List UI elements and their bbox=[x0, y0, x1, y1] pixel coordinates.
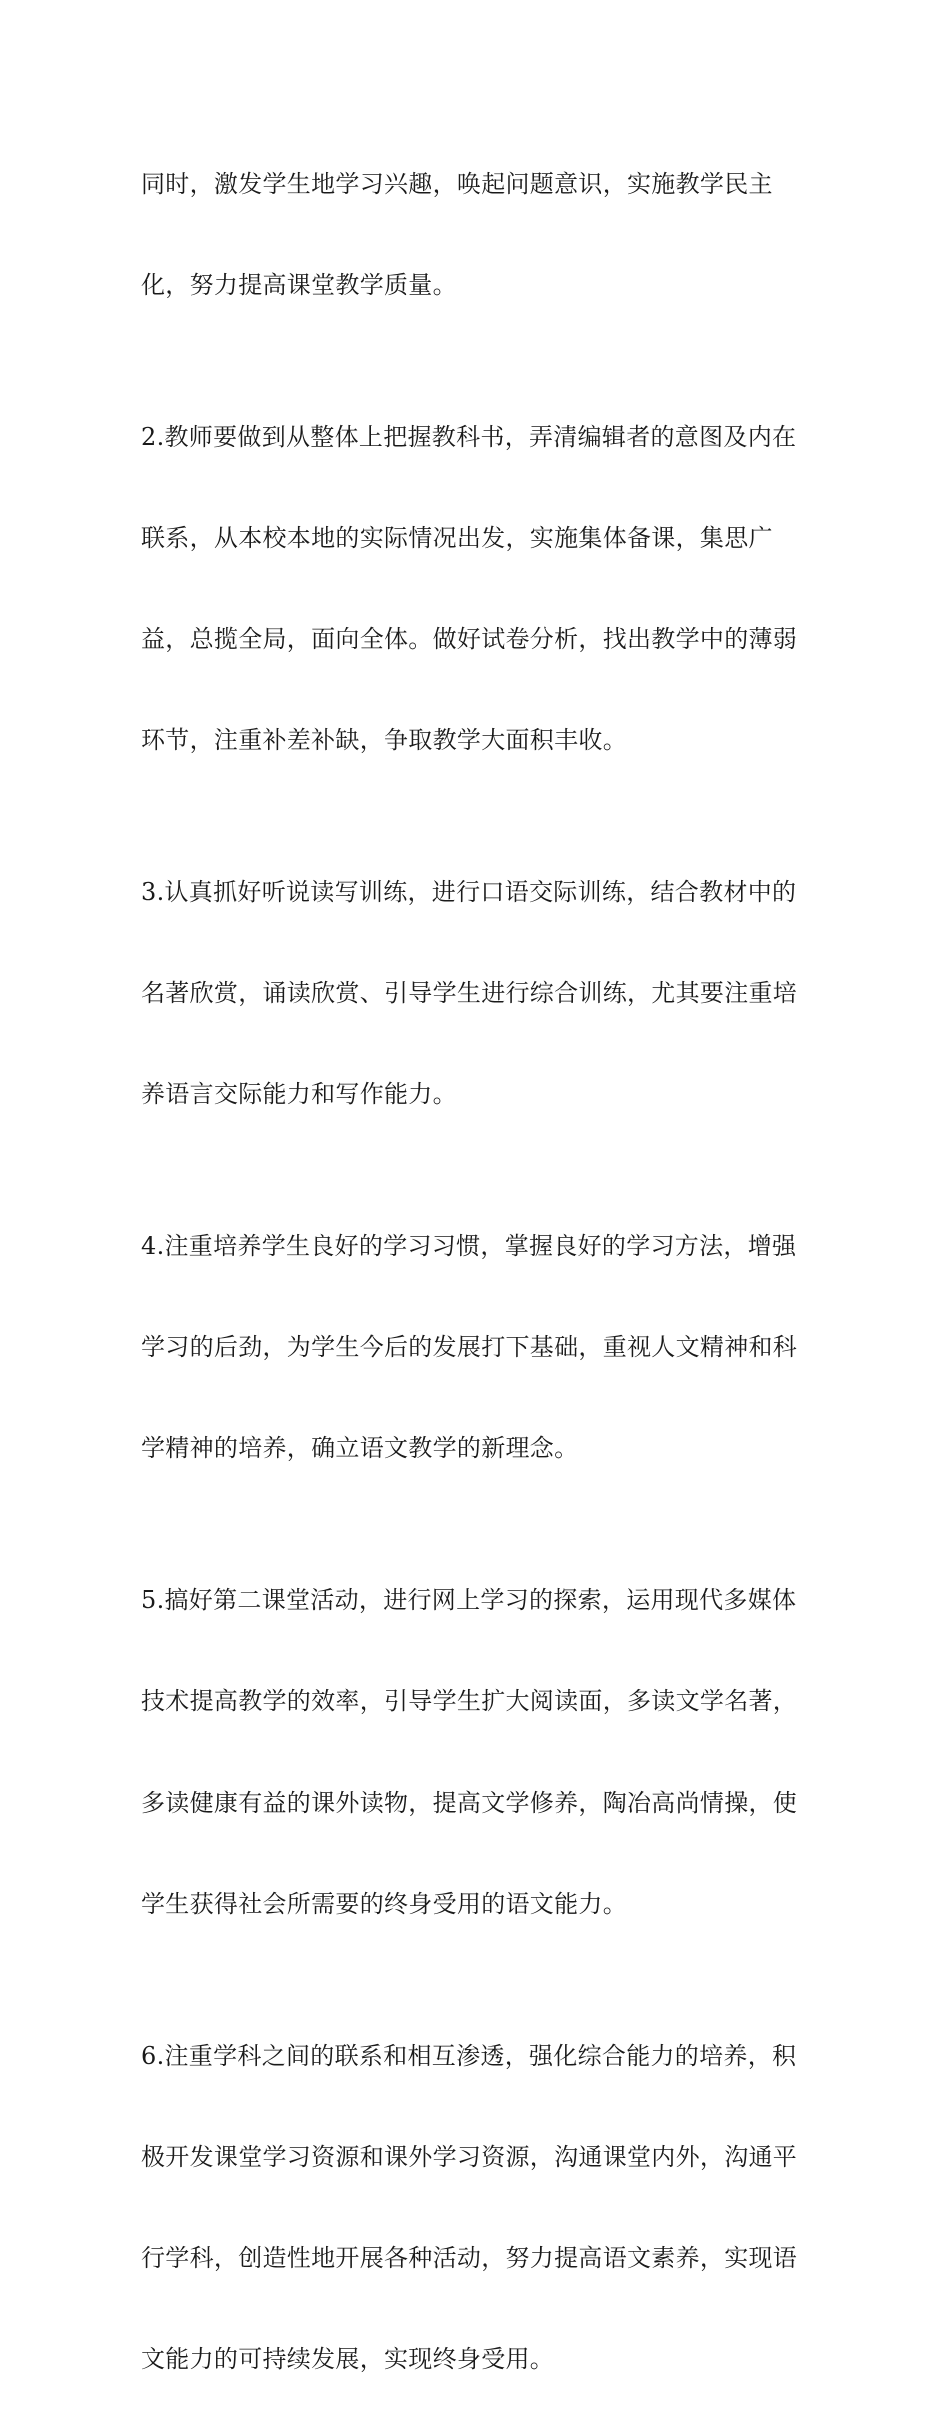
text-line: 环节，注重补差补缺，争取教学大面积丰收。 bbox=[141, 726, 627, 755]
text-line: 3.认真抓好听说读写训练，进行口语交际训练，结合教材中的 bbox=[141, 877, 797, 906]
text-line: 极开发课堂学习资源和课外学习资源，沟通课堂内外，沟通平 bbox=[141, 2142, 798, 2171]
text-line: 4.注重培养学生良好的学习习惯，掌握良好的学习方法，增强 bbox=[141, 1232, 797, 1261]
text-line: 技术提高教学的效率，引导学生扩大阅读面，多读文学名著， bbox=[141, 1687, 798, 1716]
text-line: 文能力的可持续发展，实现终身受用。 bbox=[141, 2345, 555, 2374]
document-body bbox=[141, 108, 813, 2435]
text-line: 化，努力提高课堂教学质量。 bbox=[141, 270, 457, 299]
text-line: 6.注重学科之间的联系和相互渗透，强化综合能力的培养，积 bbox=[141, 2041, 797, 2070]
text-line: 5.搞好第二课堂活动，进行网上学习的探索，运用现代多媒体 bbox=[141, 1586, 797, 1615]
text-line: 益，总揽全局，面向全体。做好试卷分析，找出教学中的薄弱 bbox=[141, 624, 798, 653]
paragraph-item-5 bbox=[141, 1525, 813, 1980]
text-line: 学精神的培养，确立语文教学的新理念。 bbox=[141, 1434, 579, 1463]
paragraph-item-4 bbox=[141, 1170, 813, 1524]
text-line: 多读健康有益的课外读物，提高文学修养，陶冶高尚情操，使 bbox=[141, 1788, 798, 1817]
text-line: 行学科，创造性地开展各种活动，努力提高语文素养，实现语 bbox=[141, 2243, 798, 2272]
text-line: 联系，从本校本地的实际情况出发，实施集体备课，集思广 bbox=[141, 523, 773, 552]
text-line: 养语言交际能力和写作能力。 bbox=[141, 1080, 457, 1109]
paragraph-item-2 bbox=[141, 361, 813, 816]
text-line: 学习的后劲，为学生今后的发展打下基础，重视人文精神和科 bbox=[141, 1333, 798, 1362]
text-line: 学生获得社会所需要的终身受用的语文能力。 bbox=[141, 1889, 627, 1918]
paragraph-item-3 bbox=[141, 816, 813, 1170]
text-line: 名著欣赏，诵读欣赏、引导学生进行综合训练，尤其要注重培 bbox=[141, 979, 798, 1008]
paragraph-item-6 bbox=[141, 1980, 813, 2435]
paragraph-continuation bbox=[141, 108, 813, 361]
text-line: 同时，激发学生地学习兴趣，唤起问题意识，实施教学民主 bbox=[141, 169, 773, 198]
text-line: 2.教师要做到从整体上把握教科书，弄清编辑者的意图及内在 bbox=[141, 422, 797, 451]
